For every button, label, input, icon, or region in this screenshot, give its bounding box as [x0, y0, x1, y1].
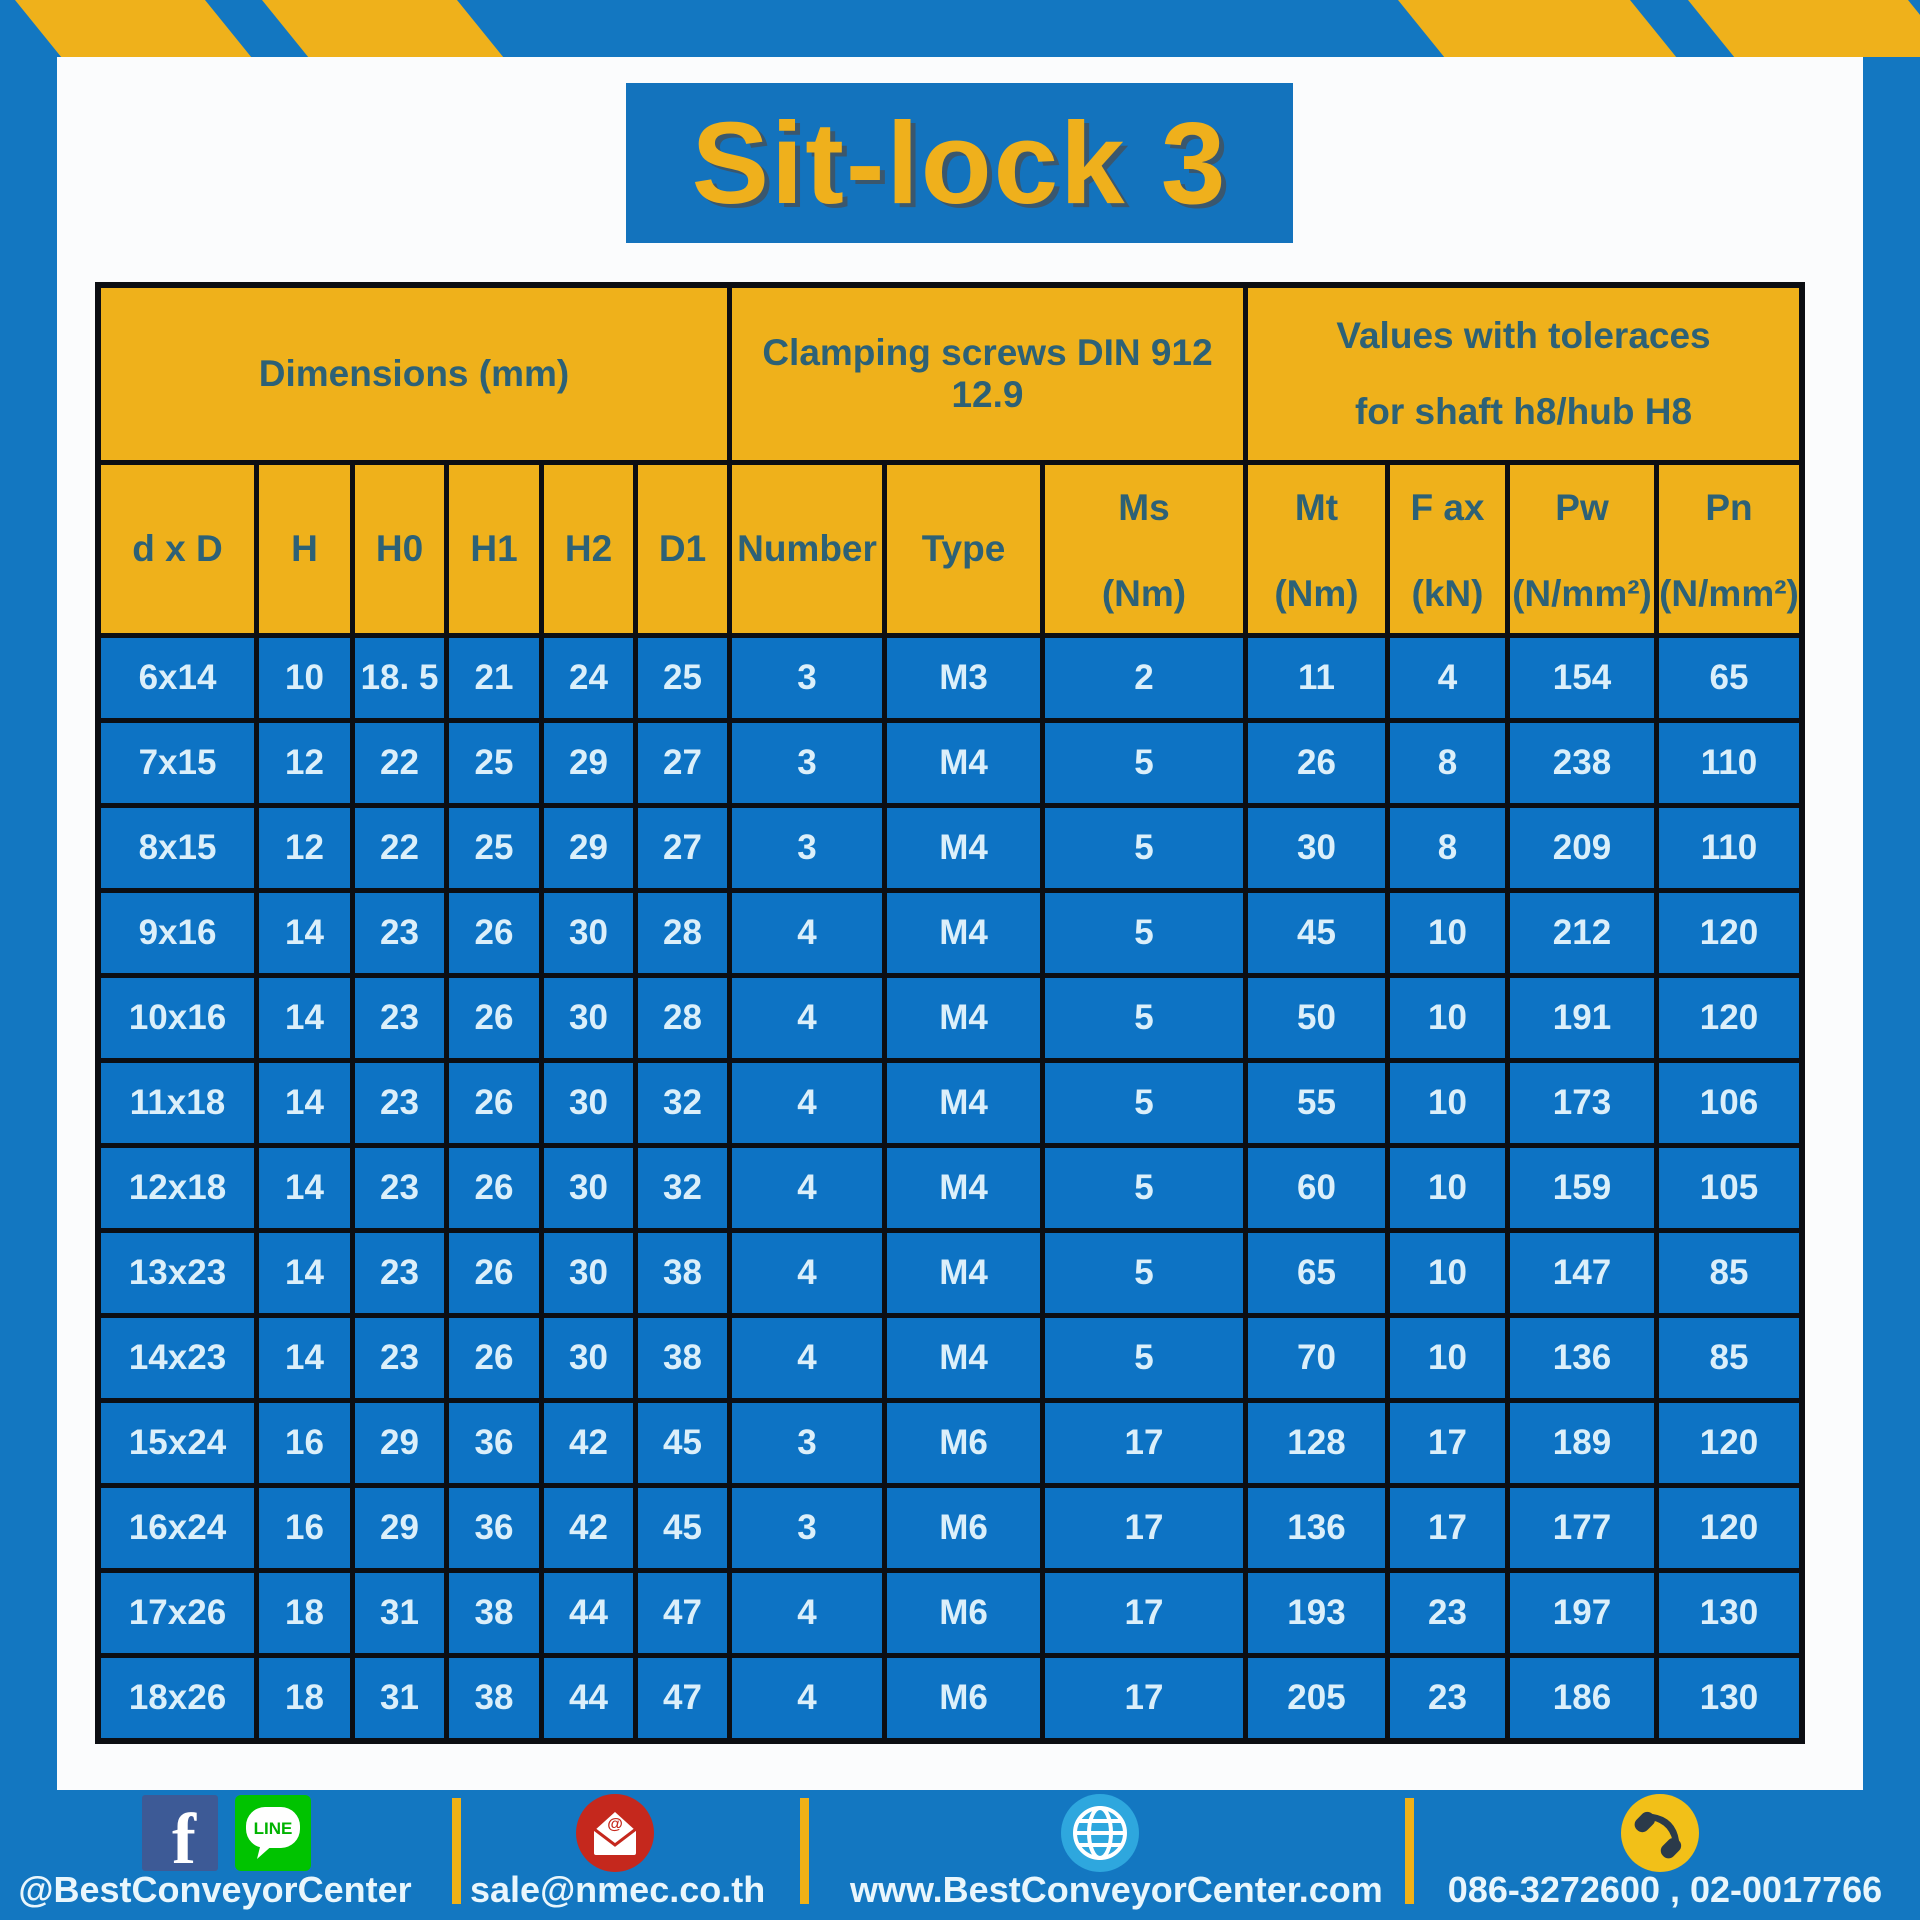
- table-cell: 65: [1659, 638, 1799, 718]
- table-cell: 10: [1390, 893, 1505, 973]
- table-cell: 38: [449, 1658, 539, 1738]
- table-cell: 8x15: [101, 808, 254, 888]
- table-cell: 186: [1510, 1658, 1654, 1738]
- table-cell: 31: [355, 1658, 444, 1738]
- table-cell: 23: [355, 893, 444, 973]
- table-cell: 26: [449, 1318, 539, 1398]
- table-cell: 17: [1390, 1403, 1505, 1483]
- table-cell: M6: [887, 1488, 1040, 1568]
- col-header-number: Number: [732, 465, 882, 633]
- table-cell: 47: [638, 1658, 727, 1738]
- table-cell: 29: [544, 723, 633, 803]
- table-cell: 209: [1510, 808, 1654, 888]
- table-cell: 8: [1390, 723, 1505, 803]
- table-cell: 18x26: [101, 1658, 254, 1738]
- table-cell: 38: [449, 1573, 539, 1653]
- col-unit: (N/mm²): [1512, 573, 1652, 614]
- table-cell: 16: [259, 1488, 350, 1568]
- facebook-icon[interactable]: [140, 1793, 220, 1873]
- table-cell: 177: [1510, 1488, 1654, 1568]
- table-cell: 30: [1248, 808, 1385, 888]
- col-header-pw: [1510, 465, 1654, 633]
- table-cell: 15x24: [101, 1403, 254, 1483]
- col-header-pn: [1659, 465, 1799, 633]
- table-cell: 13x23: [101, 1233, 254, 1313]
- table-cell: M6: [887, 1573, 1040, 1653]
- email-icon[interactable]: [575, 1793, 655, 1873]
- table-cell: 23: [355, 978, 444, 1058]
- table-cell: 110: [1659, 723, 1799, 803]
- table-cell: 193: [1248, 1573, 1385, 1653]
- col-header-type: Type: [887, 465, 1040, 633]
- phone-icon[interactable]: [1620, 1793, 1700, 1873]
- col-header-mt: [1248, 465, 1385, 633]
- table-cell: 24: [544, 638, 633, 718]
- table-cell: 173: [1510, 1063, 1654, 1143]
- table-cell: 18. 5: [355, 638, 444, 718]
- table-cell: M4: [887, 723, 1040, 803]
- table-cell: 23: [355, 1063, 444, 1143]
- table-cell: 29: [544, 808, 633, 888]
- footer-divider: [452, 1798, 461, 1904]
- table-cell: 128: [1248, 1403, 1385, 1483]
- email-address[interactable]: sale@nmec.co.th: [470, 1869, 766, 1910]
- table-cell: 154: [1510, 638, 1654, 718]
- table-cell: 17: [1390, 1488, 1505, 1568]
- table-cell: 12: [259, 808, 350, 888]
- table-cell: 36: [449, 1403, 539, 1483]
- table-cell: M6: [887, 1658, 1040, 1738]
- title-banner: [626, 83, 1293, 243]
- col-header-h0: H0: [355, 465, 444, 633]
- table-cell: 23: [355, 1233, 444, 1313]
- table-cell: 32: [638, 1148, 727, 1228]
- table-cell: 26: [449, 1233, 539, 1313]
- col-label: Pn: [1705, 487, 1753, 528]
- table-cell: 4: [732, 1573, 882, 1653]
- table-cell: 26: [1248, 723, 1385, 803]
- table-cell: 22: [355, 808, 444, 888]
- table-cell: 189: [1510, 1403, 1654, 1483]
- table-cell: 23: [1390, 1573, 1505, 1653]
- table-cell: 8: [1390, 808, 1505, 888]
- table-cell: 17: [1045, 1403, 1243, 1483]
- table-cell: 11: [1248, 638, 1385, 718]
- table-cell: 2: [1045, 638, 1243, 718]
- table-cell: 23: [1390, 1658, 1505, 1738]
- table-cell: 44: [544, 1658, 633, 1738]
- table-cell: 18: [259, 1658, 350, 1738]
- footer-divider: [800, 1798, 809, 1904]
- hazard-stripe-band: [0, 0, 1920, 57]
- col-label: Pw: [1555, 487, 1609, 528]
- table-cell: 30: [544, 978, 633, 1058]
- hazard-stripe: [1398, 0, 1676, 57]
- col-header-h2: H2: [544, 465, 633, 633]
- table-cell: 10: [1390, 978, 1505, 1058]
- table-cell: 4: [732, 1148, 882, 1228]
- table-cell: 12x18: [101, 1148, 254, 1228]
- table-cell: 17: [1045, 1573, 1243, 1653]
- table-cell: 17: [1045, 1658, 1243, 1738]
- table-cell: 4: [732, 1063, 882, 1143]
- table-cell: 212: [1510, 893, 1654, 973]
- table-cell: 38: [638, 1318, 727, 1398]
- table-cell: 44: [544, 1573, 633, 1653]
- table-cell: 10: [1390, 1148, 1505, 1228]
- table-cell: 16: [259, 1403, 350, 1483]
- table-cell: 55: [1248, 1063, 1385, 1143]
- table-cell: 85: [1659, 1233, 1799, 1313]
- table-cell: 9x16: [101, 893, 254, 973]
- table-cell: 3: [732, 1403, 882, 1483]
- table-cell: 60: [1248, 1148, 1385, 1228]
- table-cell: 10: [259, 638, 350, 718]
- hazard-stripe: [262, 0, 503, 57]
- table-cell: 136: [1510, 1318, 1654, 1398]
- table-cell: 4: [732, 978, 882, 1058]
- table-cell: 45: [638, 1488, 727, 1568]
- table-cell: 14: [259, 1318, 350, 1398]
- table-cell: M4: [887, 893, 1040, 973]
- table-cell: 21: [449, 638, 539, 718]
- table-cell: 16x24: [101, 1488, 254, 1568]
- table-cell: 120: [1659, 893, 1799, 973]
- table-cell: 30: [544, 1233, 633, 1313]
- group-header-clamping-screws: Clamping screws DIN 912 12.9: [732, 288, 1243, 460]
- table-cell: 18: [259, 1573, 350, 1653]
- table-cell: 5: [1045, 808, 1243, 888]
- table-cell: 197: [1510, 1573, 1654, 1653]
- table-cell: 4: [1390, 638, 1505, 718]
- table-cell: 4: [732, 893, 882, 973]
- table-cell: 110: [1659, 808, 1799, 888]
- table-cell: 6x14: [101, 638, 254, 718]
- col-header-d1: D1: [638, 465, 727, 633]
- table-cell: 4: [732, 1318, 882, 1398]
- table-cell: 106: [1659, 1063, 1799, 1143]
- table-cell: 136: [1248, 1488, 1385, 1568]
- svg-text:@: @: [607, 1816, 623, 1833]
- table-cell: 10: [1390, 1063, 1505, 1143]
- table-cell: 29: [355, 1488, 444, 1568]
- hazard-stripe: [1688, 0, 1920, 57]
- table-cell: 85: [1659, 1318, 1799, 1398]
- col-header-dxd: d x D: [101, 465, 254, 633]
- table-cell: 14: [259, 1233, 350, 1313]
- table-cell: 36: [449, 1488, 539, 1568]
- table-cell: 120: [1659, 978, 1799, 1058]
- svg-text:LINE: LINE: [253, 1819, 293, 1838]
- table-cell: 30: [544, 1318, 633, 1398]
- table-cell: 130: [1659, 1658, 1799, 1738]
- table-cell: 10x16: [101, 978, 254, 1058]
- table-cell: 25: [638, 638, 727, 718]
- table-cell: 4: [732, 1658, 882, 1738]
- table-cell: 27: [638, 723, 727, 803]
- table-cell: 17: [1045, 1488, 1243, 1568]
- table-cell: 14: [259, 1063, 350, 1143]
- table-cell: M4: [887, 808, 1040, 888]
- table-cell: 147: [1510, 1233, 1654, 1313]
- group-header-line2: for shaft h8/hub H8: [1354, 391, 1693, 432]
- table-cell: 7x15: [101, 723, 254, 803]
- table-cell: 5: [1045, 1318, 1243, 1398]
- table-cell: 12: [259, 723, 350, 803]
- group-header-tolerance-values: [1248, 288, 1799, 460]
- table-cell: M4: [887, 978, 1040, 1058]
- table-cell: M4: [887, 1063, 1040, 1143]
- website-url[interactable]: www.BestConveyorCenter.com: [850, 1869, 1383, 1910]
- table-cell: 14x23: [101, 1318, 254, 1398]
- table-cell: 50: [1248, 978, 1385, 1058]
- table-cell: 191: [1510, 978, 1654, 1058]
- table-cell: 29: [355, 1403, 444, 1483]
- svg-text:f: f: [172, 1799, 196, 1873]
- line-icon[interactable]: [233, 1793, 313, 1873]
- table-cell: 26: [449, 978, 539, 1058]
- table-cell: 120: [1659, 1403, 1799, 1483]
- table-cell: 120: [1659, 1488, 1799, 1568]
- footer-divider: [1405, 1798, 1414, 1904]
- col-header-h: H: [259, 465, 350, 633]
- table-cell: 26: [449, 1148, 539, 1228]
- table-cell: 26: [449, 893, 539, 973]
- phone-numbers[interactable]: 086-3272600 , 02-0017766: [1447, 1869, 1883, 1910]
- table-cell: M6: [887, 1403, 1040, 1483]
- table-cell: 65: [1248, 1233, 1385, 1313]
- table-cell: 45: [638, 1403, 727, 1483]
- page-title: Sit-lock 3: [691, 98, 1228, 228]
- col-label: Mt: [1294, 487, 1339, 528]
- table-cell: M4: [887, 1233, 1040, 1313]
- table-cell: 11x18: [101, 1063, 254, 1143]
- table-cell: 45: [1248, 893, 1385, 973]
- hazard-stripe: [15, 0, 251, 57]
- table-cell: 47: [638, 1573, 727, 1653]
- table-cell: M4: [887, 1148, 1040, 1228]
- group-header-dimensions: Dimensions (mm): [101, 288, 727, 460]
- table-cell: M4: [887, 1318, 1040, 1398]
- table-cell: 105: [1659, 1148, 1799, 1228]
- spec-table: [95, 282, 1805, 1744]
- table-cell: 3: [732, 1488, 882, 1568]
- table-cell: 14: [259, 1148, 350, 1228]
- table-cell: 14: [259, 893, 350, 973]
- col-label: Ms: [1118, 487, 1170, 528]
- col-header-fax: [1390, 465, 1505, 633]
- facebook-handle[interactable]: @BestConveyorCenter: [18, 1869, 412, 1910]
- table-cell: 25: [449, 808, 539, 888]
- table-cell: 4: [732, 1233, 882, 1313]
- table-cell: 5: [1045, 1148, 1243, 1228]
- table-cell: 42: [544, 1403, 633, 1483]
- table-cell: 5: [1045, 1233, 1243, 1313]
- table-cell: 205: [1248, 1658, 1385, 1738]
- table-cell: 3: [732, 723, 882, 803]
- group-header-line1: Values with toleraces: [1336, 315, 1711, 356]
- table-cell: M3: [887, 638, 1040, 718]
- col-unit: (N/mm²): [1659, 573, 1799, 614]
- table-cell: 30: [544, 893, 633, 973]
- table-cell: 30: [544, 1148, 633, 1228]
- table-cell: 17x26: [101, 1573, 254, 1653]
- col-header-ms: [1045, 465, 1243, 633]
- table-cell: 3: [732, 808, 882, 888]
- table-cell: 23: [355, 1148, 444, 1228]
- table-cell: 28: [638, 893, 727, 973]
- table-cell: 159: [1510, 1148, 1654, 1228]
- table-cell: 27: [638, 808, 727, 888]
- col-label: F ax: [1410, 487, 1485, 528]
- table-cell: 10: [1390, 1318, 1505, 1398]
- col-unit: (kN): [1411, 573, 1484, 614]
- table-cell: 5: [1045, 978, 1243, 1058]
- table-cell: 30: [544, 1063, 633, 1143]
- col-unit: (Nm): [1274, 573, 1359, 614]
- footer: [0, 1790, 1920, 1920]
- table-cell: 26: [449, 1063, 539, 1143]
- table-cell: 31: [355, 1573, 444, 1653]
- table-cell: 32: [638, 1063, 727, 1143]
- table-cell: 28: [638, 978, 727, 1058]
- table-cell: 42: [544, 1488, 633, 1568]
- globe-icon[interactable]: [1060, 1793, 1140, 1873]
- table-cell: 5: [1045, 723, 1243, 803]
- col-header-h1: H1: [449, 465, 539, 633]
- col-unit: (Nm): [1101, 573, 1187, 614]
- table-cell: 14: [259, 978, 350, 1058]
- table-cell: 22: [355, 723, 444, 803]
- table-cell: 70: [1248, 1318, 1385, 1398]
- table-cell: 238: [1510, 723, 1654, 803]
- table-cell: 130: [1659, 1573, 1799, 1653]
- table-cell: 23: [355, 1318, 444, 1398]
- table-cell: 3: [732, 638, 882, 718]
- table-cell: 25: [449, 723, 539, 803]
- table-cell: 38: [638, 1233, 727, 1313]
- table-cell: 10: [1390, 1233, 1505, 1313]
- table-cell: 5: [1045, 893, 1243, 973]
- table-cell: 5: [1045, 1063, 1243, 1143]
